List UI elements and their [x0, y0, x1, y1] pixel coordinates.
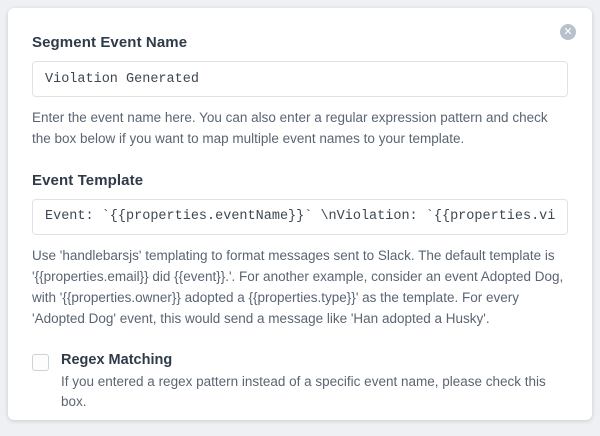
segment-event-name-help: Enter the event name here. You can also enter a regular expression pattern and check the box below if you want to map multiple event names to your template.	[32, 110, 548, 146]
regex-matching-label[interactable]: Regex Matching	[61, 351, 173, 368]
close-icon[interactable]: ✕	[560, 24, 576, 40]
segment-event-name-label: Segment Event Name	[32, 34, 188, 51]
regex-matching-texts	[61, 352, 568, 414]
modal-content	[8, 8, 592, 413]
segment-event-modal	[8, 8, 592, 420]
event-template-help: Use 'handlebarsjs' templating to format messages sent to Slack. The default template is '{{properties.email}} did {{event}}.'. For another example, consider an event Adopted Dog, with '{{properties.owner}} adopted a {{properties.type}}' as the template. For every 'Adopted Dog' event, this would send a message like 'Han adopted a Husky'.	[32, 247, 564, 326]
event-template-input[interactable]	[32, 199, 568, 235]
segment-event-name-input[interactable]	[32, 61, 568, 97]
regex-matching-description: If you entered a regex pattern instead of a specific event name, please check this box.	[61, 373, 546, 410]
regex-matching-checkbox[interactable]	[32, 354, 49, 371]
regex-matching-row	[32, 352, 568, 414]
event-template-label: Event Template	[32, 171, 144, 189]
